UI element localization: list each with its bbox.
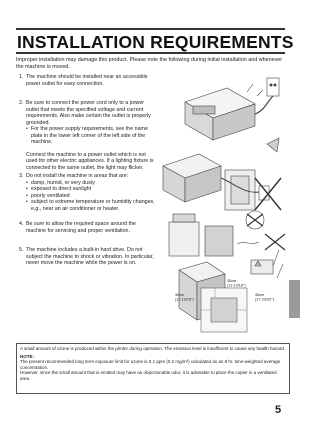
left-clearance-inch: (11-13/16") [175,297,194,302]
title-top-rule [16,28,285,30]
back-clearance-cm: 30cm [227,279,237,283]
list-item [19,221,157,234]
installation-illustrations [155,74,293,342]
right-clearance-inch: (17-23/32") [255,297,274,302]
item-bullet: • subject to extreme temperature or humidity changes, e.g., near an air conditioner or heater. [26,199,157,212]
note-text-3: However, since the small amount that is emitted may have an objectionable odor, it is advisable to place the copier in a ventilated area. [20,370,277,381]
item-text: Do not install the machine in areas that are: [26,173,129,179]
list-item [19,247,157,267]
item-text: Be sure to connect the power cord only to a power outlet that meets the specified voltage and current requirements. Also make certain the outlet is properly grounded. [26,100,151,126]
item-text: The machine should be installed near an accessible power outlet for easy connection. [26,74,148,87]
note-text-1: A small amount of ozone is produced within the printer during operation. The emission level is insufficient to cause any health hazard. [20,346,285,351]
item-number: 3. [19,173,24,179]
right-clearance-cm: 45cm [255,293,265,297]
page-number: 5 [275,404,282,416]
ozone-note-box [16,343,290,394]
dedicated-outlet-illustration [163,138,281,210]
item-number: 2. [19,100,24,106]
item-bullet: • damp, humid, or very dusty [26,180,157,187]
item-text: The machine includes a built-in hard drive. Do not subject the machine to shock or vibration. In particular, never move the machine while the power is on. [26,247,154,267]
item-bullet: • poorly ventilated [26,193,157,200]
item-number: 4. [19,221,24,227]
list-item [19,100,157,171]
title-bottom-rule [16,52,285,54]
item-bullet: • For the power supply requirements, see the name plate in the lower left corner of the left side of the machine. [26,126,157,146]
clearance-diagram [201,288,247,332]
item-number: 1. [19,74,24,80]
intro-text: Improper installation may damage this product. Please note the following during initial installation and whenever the machine is moved. [16,57,283,70]
power-outlet-illustration [185,78,279,140]
chapter-tab [289,280,300,318]
list-item [19,173,157,212]
item-text: Be sure to allow the required space around the machine for servicing and proper ventilation. [26,221,136,234]
page-title: INSTALLATION REQUIREMENTS [17,32,294,52]
item-paragraph: Connect the machine to a power outlet which is not used for other electric appliances. If a lighting fixture is connected to the same outlet, the light may flicker. [26,151,154,171]
unsuitable-location-illustration [169,211,285,256]
item-bullet: • exposed to direct sunlight [26,186,157,193]
list-item [19,74,157,87]
back-clearance-inch: (11-13/16") [227,283,246,288]
left-clearance-cm: 30cm [175,293,185,297]
note-text-2: The present recommended long term exposure limit for ozone is 0.1 ppm (0.2 mg/m³) calculated as an 8 hr. time-weighted average concentration. [20,359,281,370]
note-label: NOTE: [20,353,34,359]
item-number: 5. [19,247,24,253]
